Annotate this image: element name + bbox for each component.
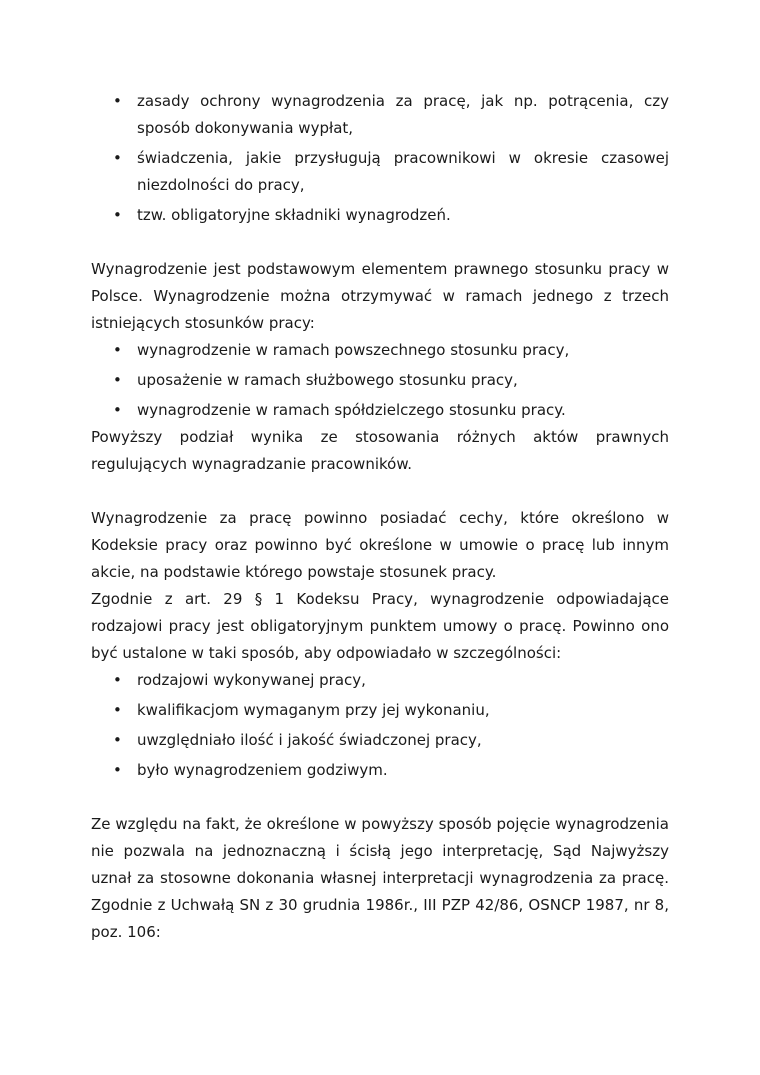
paragraph-legal-acts: Powyższy podział wynika ze stosowania różnych aktów prawnych regulujących wynagradzanie pracowników. — [91, 428, 669, 473]
paragraph-spacer — [91, 478, 669, 505]
bullet-list-employment-types — [91, 337, 669, 424]
list-item — [91, 727, 669, 754]
bullet-icon: • — [113, 701, 122, 719]
list-item — [91, 145, 669, 199]
list-item-text: wynagrodzenie w ramach spółdzielczego stosunku pracy. — [137, 401, 566, 419]
paragraph-labour-code: Wynagrodzenie za pracę powinno posiadać cechy, które określono w Kodeksie pracy oraz powinno być określone w umowie o pracę lub innym akcie, na podstawie którego powstaje stosunek pracy. — [91, 509, 669, 581]
bullet-icon: • — [113, 401, 122, 419]
list-item-text: tzw. obligatoryjne składniki wynagrodzeń. — [137, 206, 451, 224]
list-item — [91, 88, 669, 142]
paragraph-spacer — [91, 784, 669, 811]
list-item — [91, 367, 669, 394]
bullet-list-remuneration-criteria — [91, 667, 669, 784]
paragraph-spacer — [91, 229, 669, 256]
bullet-icon: • — [113, 671, 122, 689]
list-item — [91, 397, 669, 424]
list-item-text: uposażenie w ramach służbowego stosunku pracy, — [137, 371, 518, 389]
list-item — [91, 202, 669, 229]
bullet-icon: • — [113, 92, 122, 110]
paragraph-supreme-court: Ze względu na fakt, że określone w powyższy sposób pojęcie wynagrodzenia nie pozwala na jednoznaczną i ścisłą jego interpretację, Sąd Najwyższy uznał za stosowne dokonania własnej interpretacji wynagrodzenia za pracę. Zgodnie z Uchwałą SN z 30 grudnia 1986r., III PZP 42/86, OSNCP 1987, nr 8, poz. 106: — [91, 815, 669, 941]
bullet-icon: • — [113, 341, 122, 359]
list-item — [91, 667, 669, 694]
bullet-list-remuneration-rules — [91, 88, 669, 229]
list-item-text: wynagrodzenie w ramach powszechnego stosunku pracy, — [137, 341, 570, 359]
bullet-icon: • — [113, 206, 122, 224]
bullet-icon: • — [113, 371, 122, 389]
list-item — [91, 757, 669, 784]
list-item — [91, 697, 669, 724]
bullet-icon: • — [113, 731, 122, 749]
list-item — [91, 337, 669, 364]
list-item-text: świadczenia, jakie przysługują pracownikowi w okresie czasowej niezdolności do pracy, — [137, 149, 669, 194]
document-page — [91, 88, 669, 946]
paragraph-article-29: Zgodnie z art. 29 § 1 Kodeksu Pracy, wynagrodzenie odpowiadające rodzajowi pracy jest obligatoryjnym punktem umowy o pracę. Powinno ono być ustalone w taki sposób, aby odpowiadało w szczególności: — [91, 590, 669, 662]
bullet-icon: • — [113, 149, 122, 167]
list-item-text: było wynagrodzeniem godziwym. — [137, 761, 388, 779]
list-item-text: kwalifikacjom wymaganym przy jej wykonaniu, — [137, 701, 490, 719]
list-item-text: uwzględniało ilość i jakość świadczonej pracy, — [137, 731, 482, 749]
paragraph-employment-relations: Wynagrodzenie jest podstawowym elementem prawnego stosunku pracy w Polsce. Wynagrodzenie można otrzymywać w ramach jednego z trzech istniejących stosunków pracy: — [91, 260, 669, 332]
list-item-text: rodzajowi wykonywanej pracy, — [137, 671, 366, 689]
bullet-icon: • — [113, 761, 122, 779]
list-item-text: zasady ochrony wynagrodzenia za pracę, jak np. potrącenia, czy sposób dokonywania wypłat, — [137, 92, 669, 137]
